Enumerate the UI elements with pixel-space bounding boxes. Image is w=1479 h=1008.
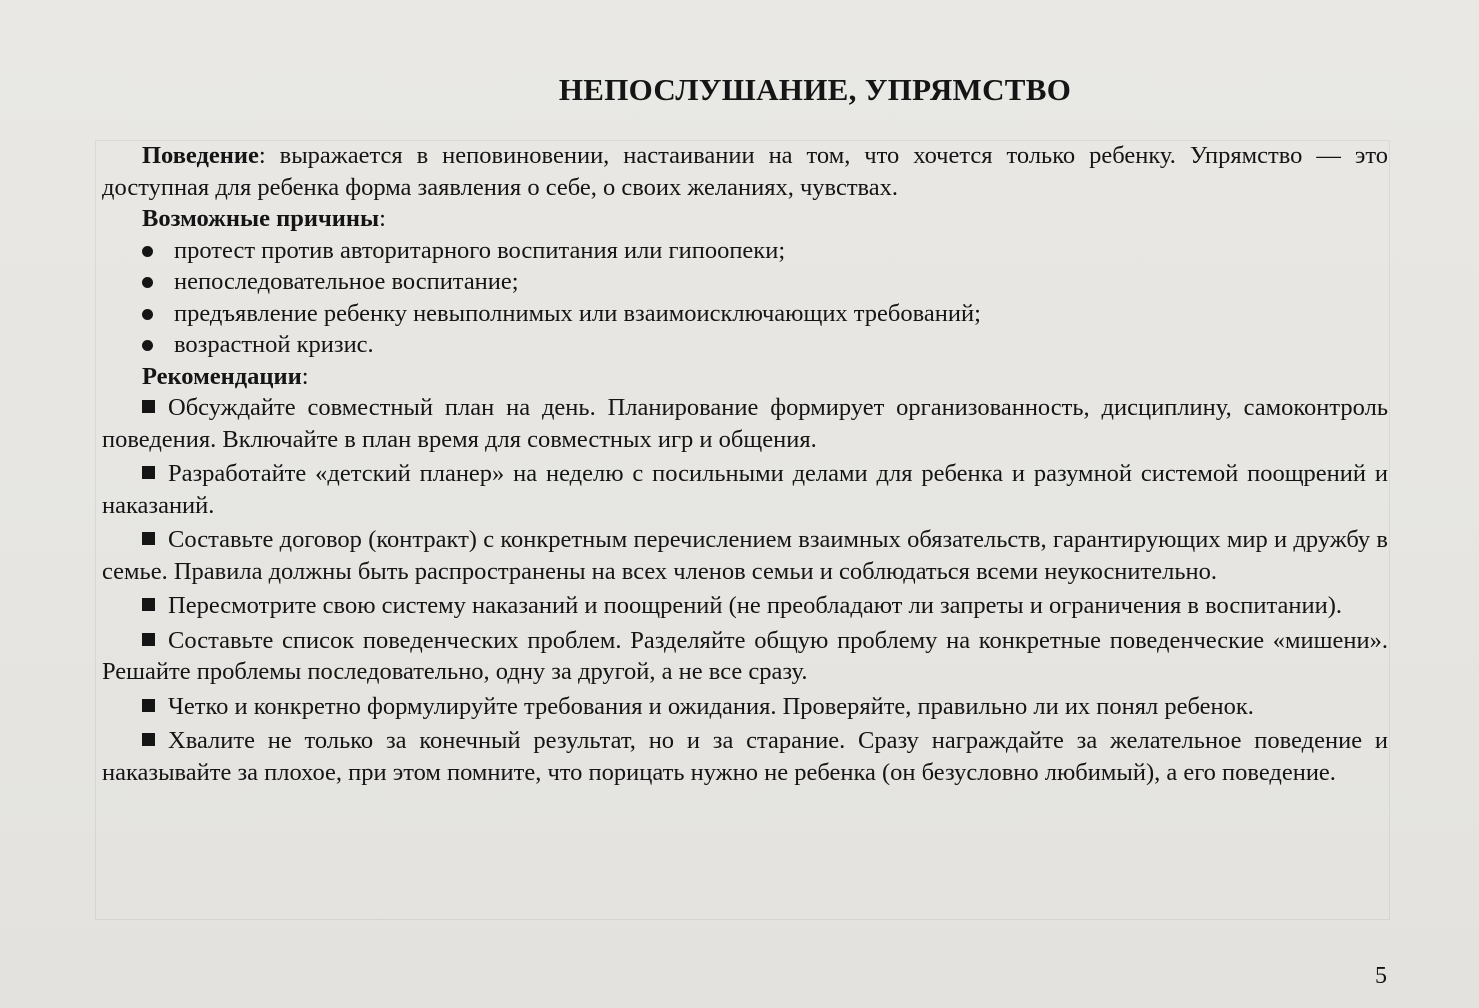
recommendation-item (102, 725, 1388, 788)
causes-suffix: : (379, 205, 386, 232)
cause-text: предъявление ребенку невыполнимых или взаимоисключающих требований; (174, 299, 981, 327)
behavior-paragraph (102, 140, 1388, 203)
cause-item (102, 266, 1388, 298)
recommendation-item (102, 590, 1388, 622)
bullet-square-icon (142, 699, 155, 712)
bullet-square-icon (142, 400, 155, 413)
recommendation-item (102, 458, 1388, 521)
recommendation-text: Разработайте «детский планер» на неделю с посильными делами для ребенка и разумной системой поощрений и наказаний. (102, 460, 1388, 519)
recommendation-item (102, 625, 1388, 688)
bullet-dot-icon (142, 277, 153, 288)
recommendation-item (102, 392, 1388, 455)
bullet-square-icon (142, 532, 155, 545)
recommendations-list (102, 392, 1388, 788)
page-content (102, 70, 1388, 791)
bullet-square-icon (142, 733, 155, 746)
causes-list (102, 235, 1388, 361)
behavior-text: : выражается в неповиновении, настаивании на том, что хочется только ребенку. Упрямство — это доступная для ребенка форма заявления о себе, о своих желаниях, чувствах. (102, 142, 1388, 201)
recommendations-label: Рекомендации (142, 362, 302, 390)
page-number: 5 (1375, 963, 1387, 989)
bullet-dot-icon (142, 246, 153, 257)
cause-item (102, 329, 1388, 361)
recommendation-text: Хвалите не только за конечный результат, но и за старание. Сразу награждайте за желательное поведение и наказывайте за плохое, при этом помните, что порицать нужно не ребенка (он безусловно любимый), а его поведение. (102, 727, 1388, 786)
recommendation-text: Четко и конкретно формулируйте требования и ожидания. Проверяйте, правильно ли их понял ребенок. (168, 692, 1254, 720)
bullet-dot-icon (142, 340, 153, 351)
bullet-square-icon (142, 633, 155, 646)
bullet-square-icon (142, 598, 155, 611)
recommendation-text: Составьте договор (контракт) с конкретным перечислением взаимных обязательств, гарантирующих мир и дружбу в семье. Правила должны быть распространены на всех членов семьи и соблюдаться всеми неукоснительно. (102, 526, 1388, 585)
bullet-square-icon (142, 466, 155, 479)
recommendation-text: Пересмотрите свою систему наказаний и поощрений (не преобладают ли запреты и ограничения в воспитании). (168, 592, 1342, 619)
cause-text: непоследовательное воспитание; (174, 268, 519, 295)
cause-item (102, 235, 1388, 267)
causes-label: Возможные причины (142, 205, 380, 232)
cause-text: возрастной кризис. (174, 331, 374, 358)
recommendation-item (102, 524, 1388, 587)
behavior-label: Поведение (142, 142, 259, 169)
recommendations-suffix: : (301, 362, 309, 390)
recommendation-text: Обсуждайте совместный план на день. Планирование формирует организованность, дисциплину, самоконтроль поведения. Включайте в план время для совместных игр и общения. (102, 394, 1388, 453)
cause-text: протест против авторитарного воспитания или гипоопеки; (174, 236, 786, 264)
cause-item (102, 298, 1388, 330)
page-title: НЕПОСЛУШАНИЕ, УПРЯМСТВО (558, 72, 1072, 107)
bullet-dot-icon (142, 309, 153, 320)
causes-heading (102, 203, 1388, 235)
recommendation-text: Составьте список поведенческих проблем. Разделяйте общую проблему на конкретные поведенческие «мишени». Решайте проблемы последовательно, одну за другой, а не все сразу. (102, 626, 1388, 685)
recommendations-heading (102, 361, 1388, 393)
recommendation-item (102, 691, 1388, 723)
